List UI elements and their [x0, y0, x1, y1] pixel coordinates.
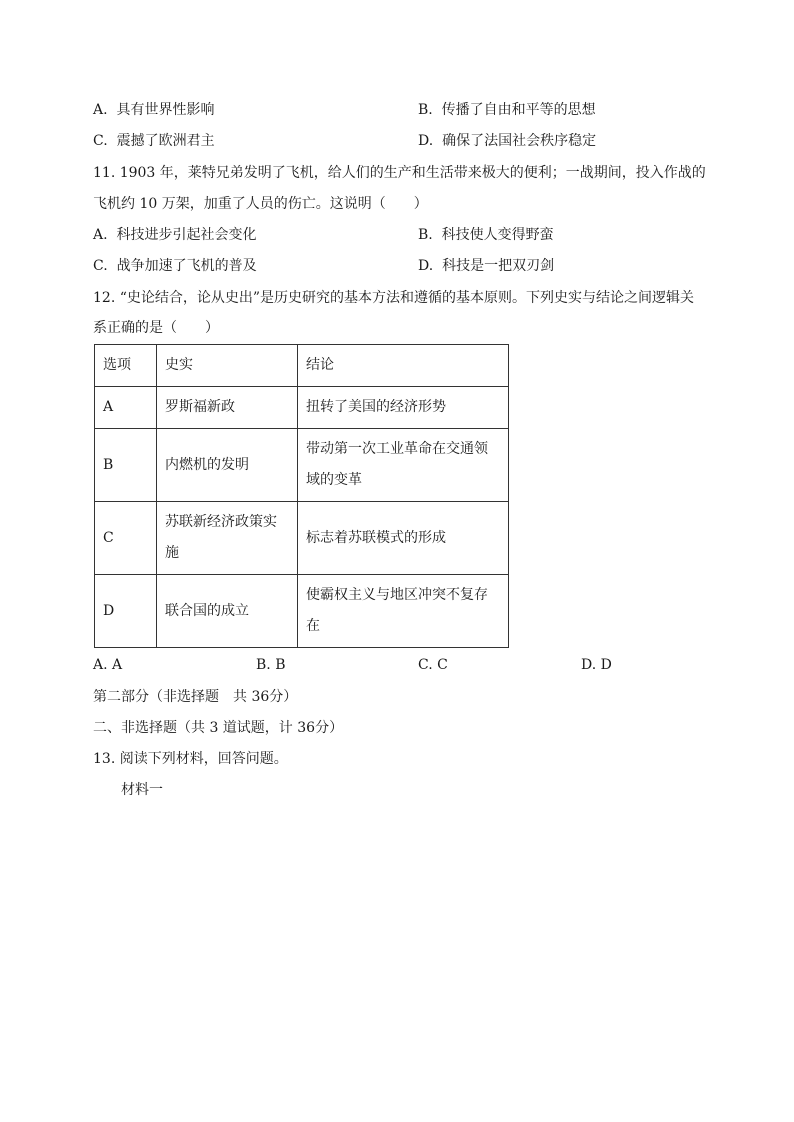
table-cell: 标志着苏联模式的形成	[298, 502, 509, 575]
option-text: 科技进步引起社会变化	[116, 227, 257, 243]
q11-option-c	[93, 256, 257, 276]
table-cell: 苏联新经济政策实施	[157, 502, 298, 575]
option-letter: B.	[418, 102, 433, 118]
option-letter: B.	[418, 227, 433, 243]
table-header-cell: 结论	[298, 345, 509, 387]
material-one-label: 材料一	[121, 782, 163, 798]
option-text: 战争加速了飞机的普及	[116, 258, 257, 274]
option-letter: A.	[93, 102, 108, 118]
q12-answer-b: B. B	[256, 657, 286, 673]
option-text: 具有世界性影响	[116, 102, 215, 118]
table-cell: 罗斯福新政	[157, 387, 298, 429]
q11-option-d	[418, 256, 554, 276]
table-cell: 联合国的成立	[157, 575, 298, 648]
table-cell: 扭转了美国的经济形势	[298, 387, 509, 429]
q12-answer-c: C. C	[418, 657, 448, 673]
table-header-cell: 史实	[157, 345, 298, 387]
q11-stem-line1: 11. 1903 年，莱特兄弟发明了飞机，给人们的生产和生活带来极大的便利；一战期间，投入作战的	[93, 165, 706, 181]
table-header-cell: 选项	[95, 345, 157, 387]
table-cell: 带动第一次工业革命在交通领域的变革	[298, 429, 509, 502]
q10-option-a	[93, 100, 214, 120]
q12-stem-line2: 系正确的是（ ）	[93, 320, 219, 336]
table-cell: 使霸权主义与地区冲突不复存在	[298, 575, 509, 648]
q11-option-a	[93, 225, 256, 245]
table-cell: B	[95, 429, 157, 502]
part2-title: 第二部分（非选择题 共 36分）	[93, 689, 298, 705]
option-letter: D.	[418, 258, 434, 274]
q11-option-b	[418, 225, 554, 245]
option-text: 确保了法国社会秩序稳定	[442, 133, 597, 149]
option-letter: C.	[93, 133, 108, 149]
option-letter: A.	[93, 227, 108, 243]
option-letter: D.	[418, 133, 434, 149]
table-row	[95, 429, 509, 502]
table-cell: A	[95, 387, 157, 429]
q10-option-b	[418, 100, 596, 120]
table-cell: C	[95, 502, 157, 575]
q13-stem: 13. 阅读下列材料，回答问题。	[93, 751, 288, 767]
q11-stem-line2: 飞机约 10 万架，加重了人员的伤亡。这说明（ ）	[93, 196, 428, 212]
table-row	[95, 387, 509, 429]
table-header-row	[95, 345, 509, 387]
q10-option-d	[418, 131, 596, 151]
option-text: 科技是一把双刃剑	[442, 258, 555, 274]
option-text: 科技使人变得野蛮	[441, 227, 554, 243]
table-cell: 内燃机的发明	[157, 429, 298, 502]
q10-option-c	[93, 131, 215, 151]
option-text: 震撼了欧洲君主	[116, 133, 215, 149]
q12-stem-line1: 12. “史论结合，论从史出”是历史研究的基本方法和遵循的基本原则。下列史实与结论之间逻辑关	[93, 290, 695, 306]
q12-answer-a: A. A	[93, 657, 123, 673]
option-letter: C.	[93, 258, 108, 274]
table-cell: D	[95, 575, 157, 648]
option-text: 传播了自由和平等的思想	[441, 102, 596, 118]
q12-table	[94, 344, 509, 648]
table-row	[95, 502, 509, 575]
table-row	[95, 575, 509, 648]
q12-answer-d: D. D	[581, 657, 612, 673]
part2-section-heading: 二、非选择题（共 3 道试题，计 36分）	[93, 720, 344, 736]
